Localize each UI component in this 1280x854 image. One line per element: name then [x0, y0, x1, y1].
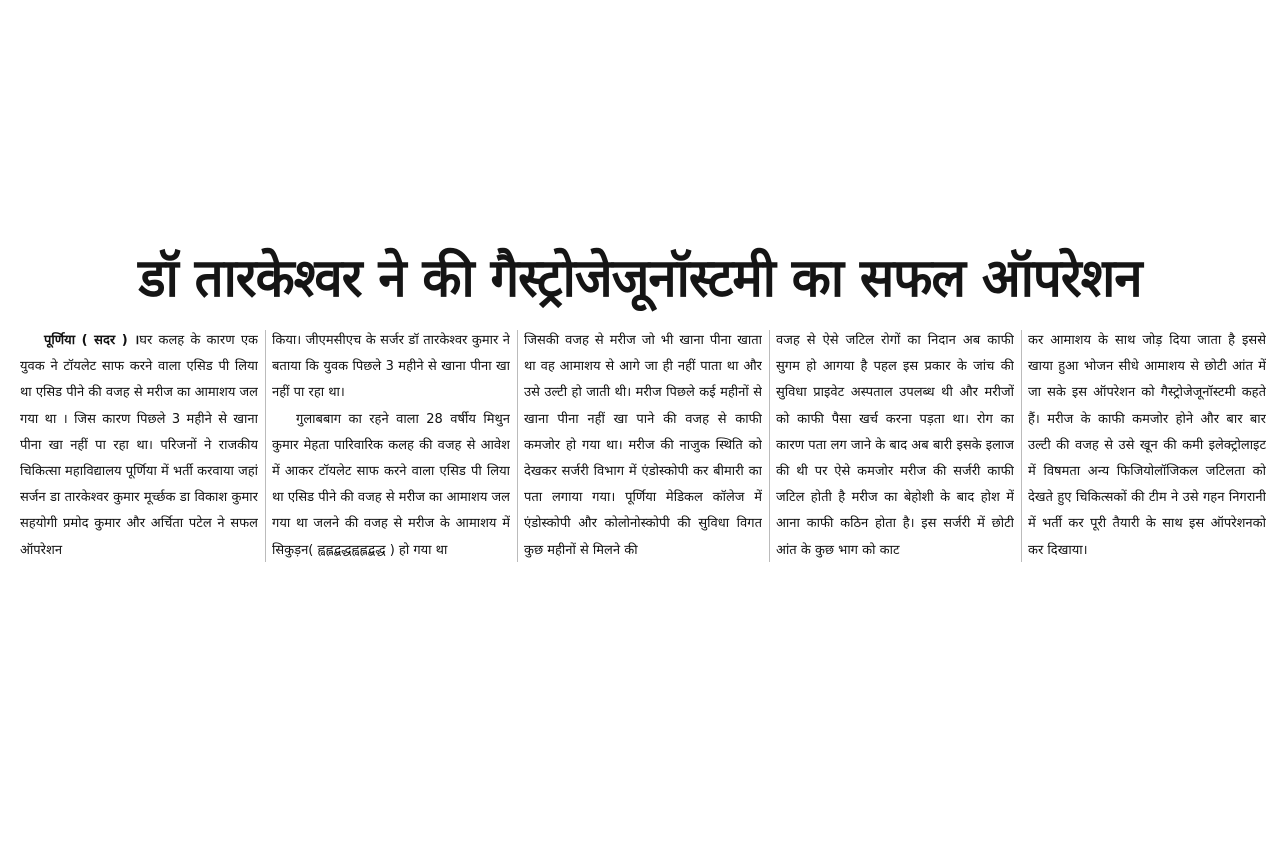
column-divider — [517, 330, 518, 562]
headline: डॉ तारकेश्वर ने की गैस्ट्रोजेजूनॉस्टमी का सफल ऑपरेशन — [138, 248, 1142, 309]
paragraph-text: घर कलह के कारण एक युवक ने टॉयलेट साफ करने वाला एसिड पी लिया था एसिड पीने की वजह से मरीज का आमाशय जल गया था । जिस कारण पिछले 3 महीने से खाना पीना खा नहीं पा रहा था। परिजनों ने राजकीय चिकित्सा महाविद्यालय पूर्णिया में भर्ती करवाया जहां सर्जन डा तारकेश्वर कुमार मूर्च्छक डा विकाश कुमार सहयोगी प्रमोद कुमार और अर्चिता पटेल ने सफल ऑपरेशन — [20, 333, 258, 558]
article-paragraph: जिसकी वजह से मरीज जो भी खाना पीना खाता था वह आमाशय से आगे जा ही नहीं पाता था और उसे उल्टी हो जाती थी। मरीज पिछले कई महीनों से खाना पीना नहीं खा पाने की वजह से काफी कमजोर हो गया था। मरीज की नाजुक स्थिति को देखकर सर्जरी विभाग में एंडोस्कोपी कर बीमारी का पता लगाया गया। पूर्णिया मेडिकल कॉलेज में एंडोस्कोपी और कोलोनोस्कोपी की सुविधा विगत कुछ महीनों से मिलने की — [524, 333, 762, 558]
column-divider — [265, 330, 266, 562]
column-divider — [1021, 330, 1022, 562]
article-body — [20, 328, 1266, 564]
article-paragraph: किया। जीएमसीएच के सर्जर डॉ तारकेश्वर कुमार ने बताया कि युवक पिछले 3 महीने से खाना पीना खा नहीं पा रहा था। — [272, 333, 510, 401]
article-paragraph — [20, 328, 258, 564]
dateline: पूर्णिया ( सदर ) । — [44, 333, 140, 348]
article-column-1 — [20, 328, 258, 564]
article-column-5 — [1028, 328, 1266, 564]
article-column-4 — [776, 328, 1014, 564]
article-paragraph: वजह से ऐसे जटिल रोगों का निदान अब काफी सुगम हो आगया है पहल इस प्रकार के जांच की सुविधा प्राइवेट अस्पताल उपलब्ध थी और मरीजों को काफी पैसा खर्च करना पड़ता था। रोग का कारण पता लग जाने के बाद अब बारी इसके इलाज की थी पर ऐसे कमजोर मरीज की सर्जरी काफी जटिल होती है मरीज का बेहोशी के बाद होश में आना काफी कठिन होता है। इस सर्जरी में छोटी आंत के कुछ भाग को काट — [776, 333, 1014, 558]
article-column-3 — [524, 328, 762, 564]
article-paragraph: गुलाबबाग का रहने वाला 28 वर्षीय मिथुन कुमार मेहता पारिवारिक कलह की वजह से आवेश में आकर टॉयलेट साफ करने वाला एसिड पी लिया था एसिड पीने की वजह से मरीज का आमाशय जल गया था जलने की वजह से मरीज के आमाशय में सिकुड़न( ह्वह्लद्बद्धह्वह्लद्बद्ध ) हो गया था — [272, 411, 510, 558]
article-column-2 — [272, 328, 510, 564]
article-paragraph: कर आमाशय के साथ जोड़ दिया जाता है इससे खाया हुआ भोजन सीधे आमाशय से छोटी आंत में जा सके इस ऑपरेशन को गैस्ट्रोजेजूनॉस्टमी कहते हैं। मरीज के काफी कमजोर होने और बार बार उल्टी की वजह से उसे खून की कमी इलेक्ट्रोलाइट में विषमता अन्य फिजियोलॉजिकल जटिलता को देखते हुए चिकित्सकों की टीम ने उसे गहन निगरानी में भर्ती कर पूरी तैयारी के साथ इस ऑपरेशनको कर दिखाया। — [1028, 333, 1266, 558]
column-divider — [769, 330, 770, 562]
